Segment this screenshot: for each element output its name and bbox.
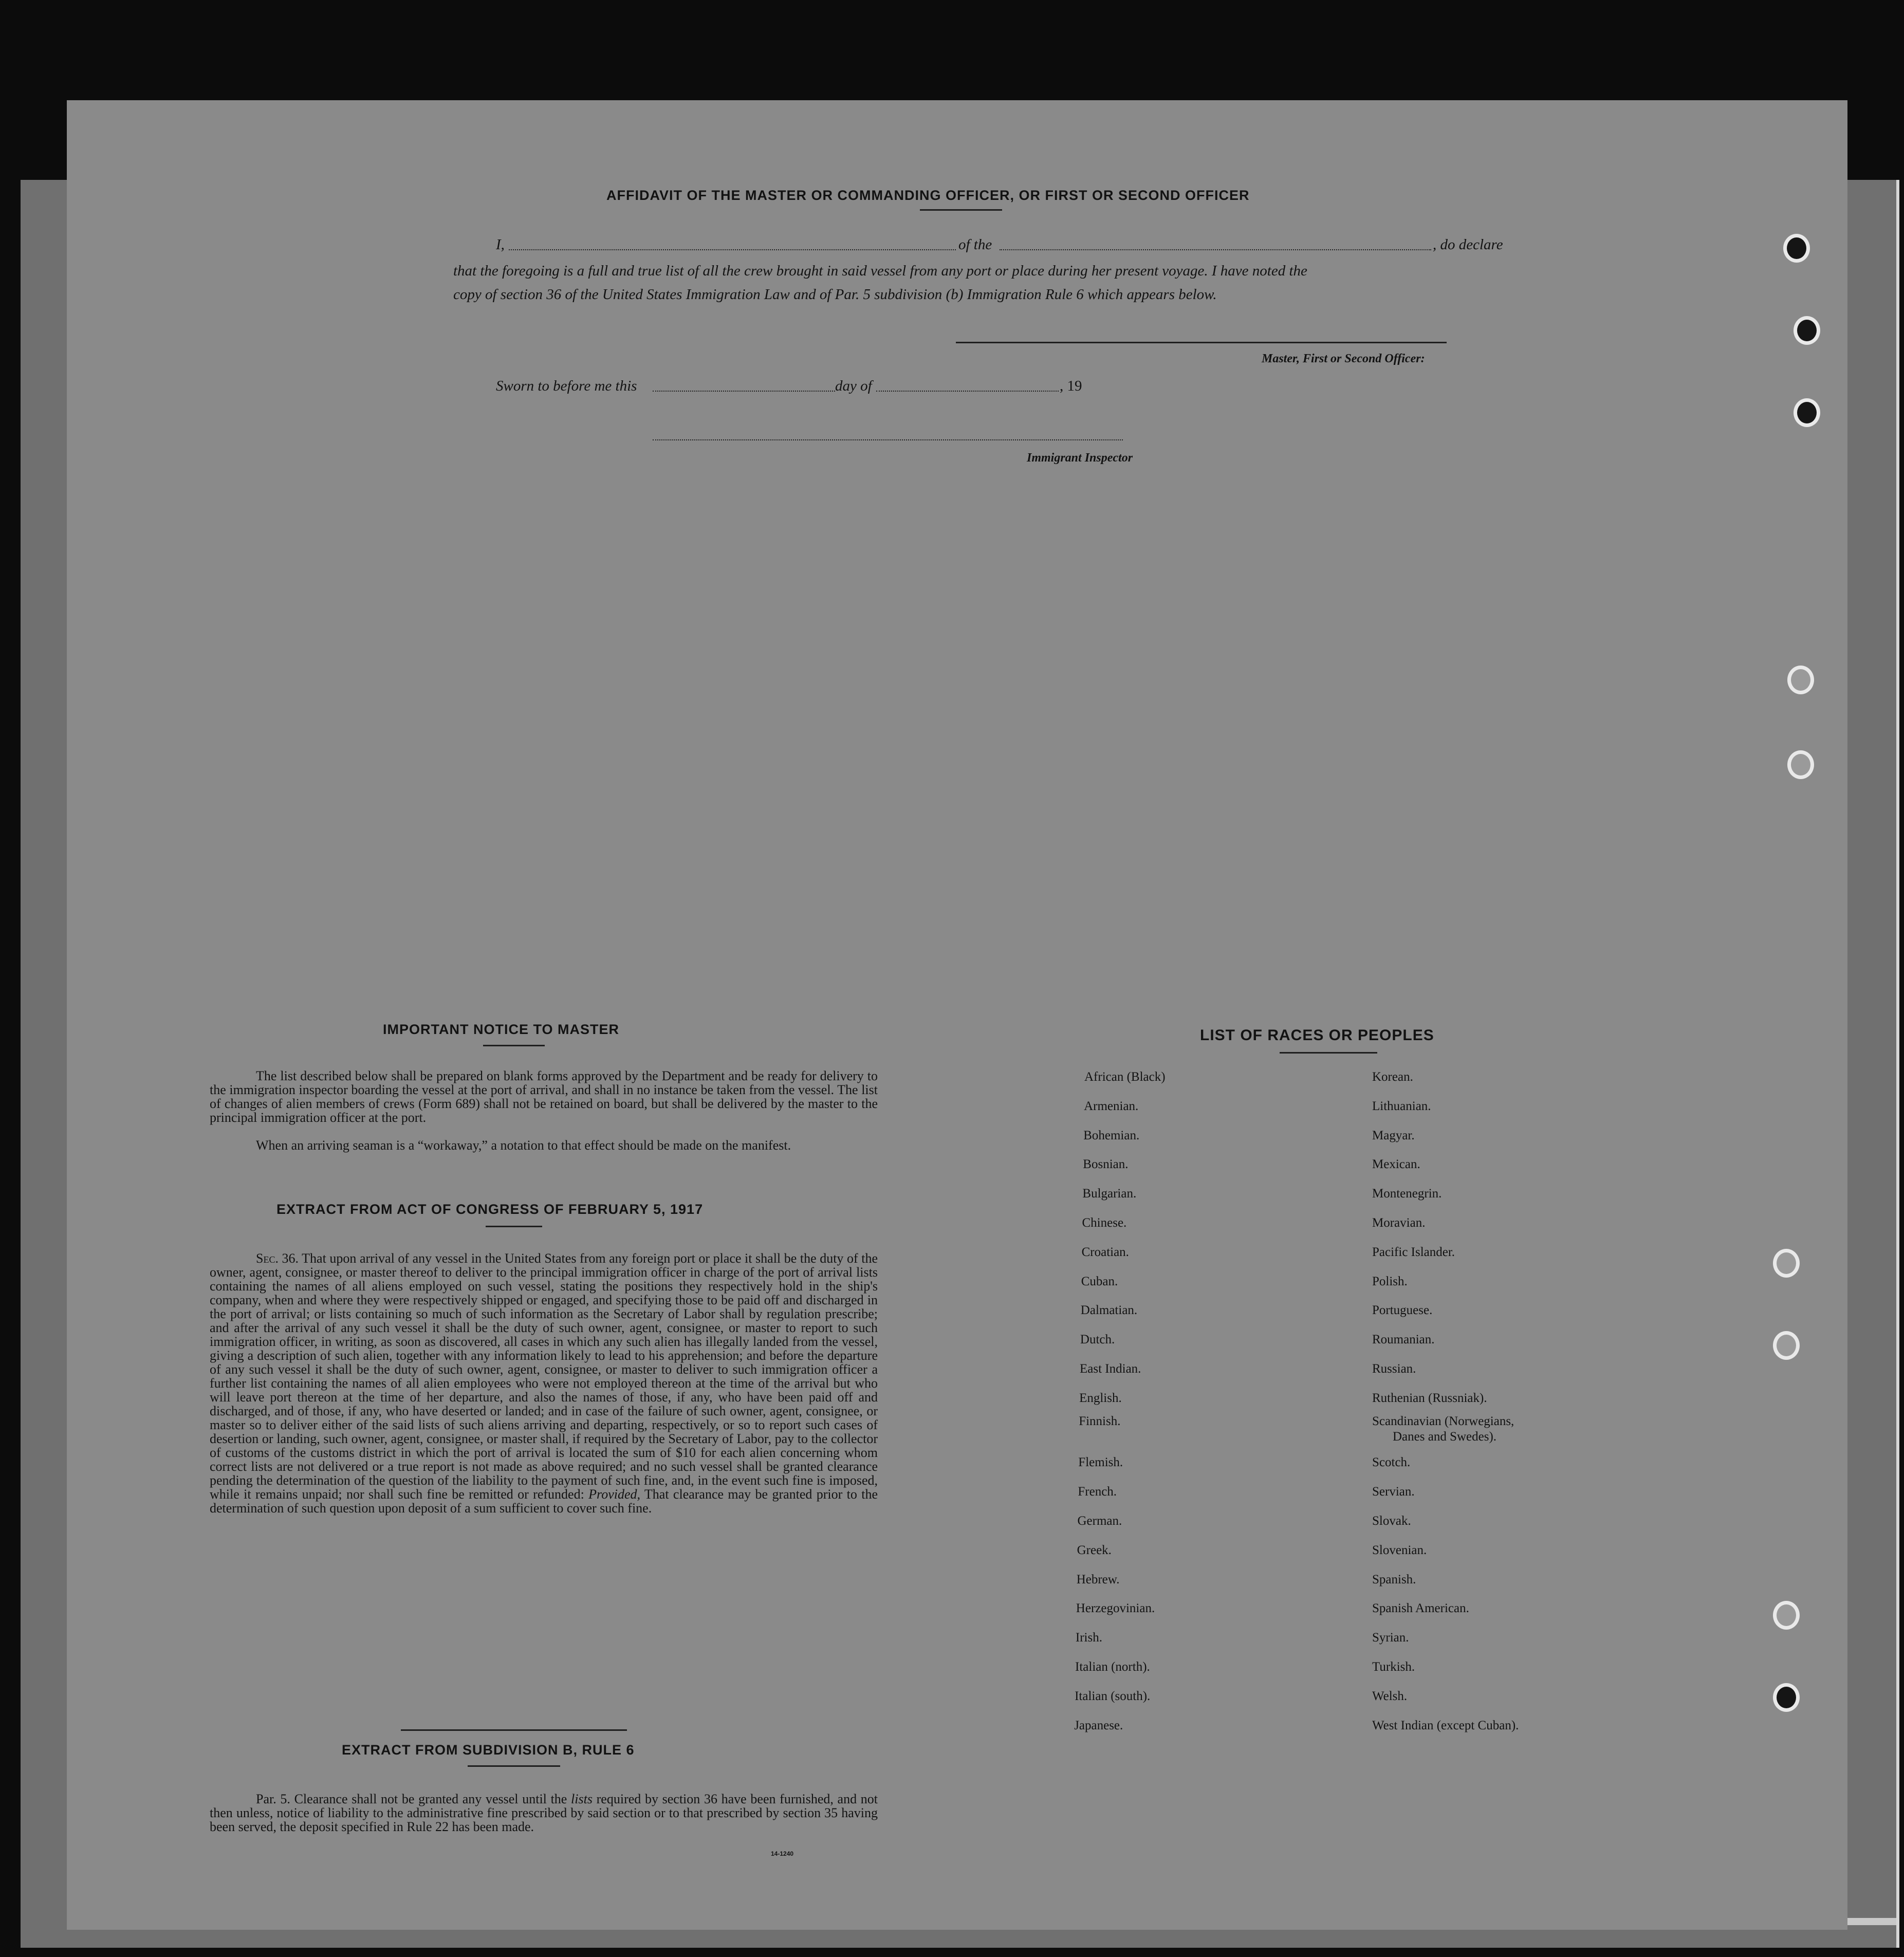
- race-item: Slovenian.: [1372, 1543, 1427, 1557]
- affidavit-body-line2: copy of section 36 of the United States Immigration Law and of Par. 5 subdivision (b) Immigration Rule 6 which appears below.: [453, 286, 1217, 303]
- inspector-caption: Immigrant Inspector: [1027, 451, 1133, 465]
- vessel-field[interactable]: [1000, 249, 1431, 250]
- race-item: Russian.: [1372, 1362, 1416, 1376]
- race-item: Bosnian.: [1083, 1157, 1129, 1172]
- rule-text-a: Par. 5. Clearance shall not be granted any vessel until the: [256, 1792, 567, 1806]
- race-item: Cuban.: [1081, 1274, 1118, 1288]
- punch-hole: [1787, 666, 1814, 694]
- divider: [1280, 1052, 1377, 1054]
- race-item: Croatian.: [1081, 1245, 1129, 1259]
- punch-hole: [1783, 234, 1810, 263]
- section-label: Sec. 36.: [256, 1251, 299, 1266]
- race-item: Dalmatian.: [1080, 1303, 1138, 1318]
- divider: [468, 1765, 560, 1767]
- race-item: Pacific Islander.: [1372, 1245, 1455, 1259]
- race-item: Moravian.: [1372, 1216, 1426, 1230]
- race-item: Slovak.: [1372, 1514, 1411, 1528]
- race-item: East Indian.: [1080, 1362, 1141, 1376]
- race-item: Chinese.: [1082, 1216, 1127, 1230]
- race-item: Turkish.: [1372, 1660, 1415, 1674]
- race-item: Hebrew.: [1076, 1572, 1120, 1586]
- officer-caption: Master, First or Second Officer:: [1262, 352, 1425, 365]
- divider: [920, 209, 1002, 211]
- race-item: Korean.: [1372, 1070, 1413, 1084]
- race-item: Japanese.: [1074, 1718, 1123, 1732]
- act-body-text: That upon arrival of any vessel in the United States from any foreign port or place it shall be the duty of the owner, agent, consignee, or master thereof to deliver to the principal immigration officer in charge of the port of arrival lists containing the names of all aliens employed on such vessel, stating the positions they respectively hold in the ship's company, when and where they were respectively shipped or engaged, and specifying those to be paid off and discharged in the port of arrival; or lists containing so much of such information as the Secretary of Labor shall by regulation prescribe; and after the arrival of any such vessel it shall be the duty of such owner, agent, consignee, or master to report to such immigration officer, in writing, as soon as discovered, all cases in which any such alien has illegally landed from the vessel, giving a description of such alien, together with any information likely to lead to his apprehension; and before the departure of any such vessel it shall be the duty of such owner, agent, consignee, or master to deliver to such immigration officer a further list containing the names of all alien employees who were not employed thereon at the time of the arrival but who will leave port thereon at the time of her departure, and also the names of those, if any, who have been paid off and discharged, and of those, if any, who have deserted or landed; and in case of the failure of such owner, agent, consignee, or master so to deliver either of the said lists of such aliens arriving and departing, respectively, or so to report such cases of desertion or landing, such owner, agent, consignee, or master shall, if required by the Secretary of Labor, pay to the collector of customs of the customs district in which the port of arrival is located the sum of $10 for each alien concerning whom correct lists are not delivered or a true report is not made as above required; and no such vessel shall be granted clearance pending the determination of the question of the liability to the payment of such fine, and, in the event such fine is imposed, while it remains unpaid; nor shall such fine be remitted or refunded:: [210, 1251, 878, 1502]
- name-field[interactable]: [509, 249, 956, 250]
- race-item: Italian (north).: [1075, 1660, 1150, 1674]
- act-body-end: That clearance may be granted prior to the determination of such question upon deposit of a sum sufficient to cover such fine.: [210, 1487, 878, 1516]
- race-item: English.: [1079, 1391, 1122, 1405]
- sworn-label: Sworn to before me this: [496, 378, 637, 394]
- race-item: Polish.: [1372, 1274, 1408, 1288]
- rule-extract-title: EXTRACT FROM SUBDIVISION B, RULE 6: [342, 1742, 635, 1758]
- rule-extract-body: [210, 1792, 878, 1834]
- punch-hole: [1794, 398, 1820, 427]
- of-the-label: of the: [958, 236, 992, 253]
- notice-paragraph-1: The list described below shall be prepared on blank forms approved by the Department and be ready for delivery to the immigration inspector boarding the vessel at the port of arrival, and shall in no instance be taken from the vessel. The list of changes of alien members of crews (Form 689) shall not be retained on board, but shall be delivered by the master to the principal immigration officer at the port.: [210, 1068, 878, 1125]
- affidavit-title: AFFIDAVIT OF THE MASTER OR COMMANDING OFFICER, OR FIRST OR SECOND OFFICER: [606, 188, 1250, 203]
- provided-word: Provided,: [588, 1487, 641, 1502]
- punch-hole: [1773, 1601, 1800, 1630]
- race-item: Montenegrin.: [1372, 1187, 1442, 1201]
- race-item: African (Black): [1084, 1070, 1166, 1084]
- punch-hole: [1773, 1331, 1800, 1360]
- punch-hole: [1773, 1683, 1800, 1712]
- race-item: Herzegovinian.: [1076, 1601, 1155, 1616]
- act-extract-body: [210, 1251, 878, 1515]
- race-item: Dutch.: [1080, 1333, 1115, 1347]
- year-suffix: , 19: [1060, 378, 1082, 394]
- race-item: Spanish.: [1372, 1572, 1416, 1586]
- race-item: Mexican.: [1372, 1157, 1420, 1172]
- day-of-label: day of: [835, 378, 872, 394]
- race-item: Irish.: [1075, 1631, 1102, 1645]
- race-item: Bulgarian.: [1082, 1187, 1137, 1201]
- race-item: German.: [1077, 1514, 1122, 1528]
- race-item: West Indian (except Cuban).: [1372, 1718, 1519, 1732]
- race-item: Welsh.: [1372, 1689, 1408, 1703]
- race-item: Servian.: [1372, 1485, 1415, 1499]
- divider: [401, 1729, 627, 1731]
- race-item: Armenian.: [1084, 1099, 1139, 1113]
- inspector-signature-line[interactable]: [653, 439, 1123, 440]
- act-extract-title: EXTRACT FROM ACT OF CONGRESS OF FEBRUARY 5, 1917: [276, 1202, 704, 1217]
- race-item: Flemish.: [1078, 1455, 1123, 1470]
- race-item: Lithuanian.: [1372, 1099, 1431, 1113]
- races-title: LIST OF RACES OR PEOPLES: [1200, 1027, 1434, 1044]
- race-item: Greek.: [1077, 1543, 1112, 1557]
- divider: [483, 1045, 545, 1046]
- race-item: Scotch.: [1372, 1455, 1411, 1470]
- race-item: Syrian.: [1372, 1631, 1409, 1645]
- lists-word: lists: [571, 1792, 593, 1806]
- do-declare-label: , do declare: [1433, 236, 1503, 253]
- affidavit-body-line1: that the foregoing is a full and true list of all the crew brought in said vessel from any port or place during her present voyage. I have noted the: [453, 263, 1307, 279]
- month-field[interactable]: [876, 391, 1059, 392]
- race-item: Bohemian.: [1083, 1128, 1140, 1142]
- officer-signature-line[interactable]: [956, 342, 1447, 343]
- race-item: Magyar.: [1372, 1128, 1415, 1142]
- race-item: Portuguese.: [1372, 1303, 1433, 1318]
- punch-hole: [1773, 1249, 1800, 1278]
- race-item: Ruthenian (Russniak).: [1372, 1391, 1487, 1405]
- punch-hole: [1794, 316, 1820, 345]
- rule-text-b: required by section 36 have been furnished, and not then unless, notice of liability to the administrative fine prescribed by said section or to that prescribed by section 35 having been served, the deposit specified in Rule 22 has been made.: [210, 1792, 878, 1834]
- divider: [486, 1226, 542, 1227]
- race-item: French.: [1078, 1485, 1117, 1499]
- form-number: 14-1240: [771, 1850, 794, 1857]
- form-page: [67, 100, 1847, 1930]
- race-item: Italian (south).: [1075, 1689, 1151, 1703]
- race-item: Finnish.: [1079, 1414, 1121, 1428]
- race-item: Scandinavian (Norwegians,: [1372, 1414, 1514, 1428]
- notice-title: IMPORTANT NOTICE TO MASTER: [383, 1022, 619, 1037]
- day-field[interactable]: [653, 391, 835, 392]
- punch-hole: [1787, 750, 1814, 779]
- race-item: Spanish American.: [1372, 1601, 1469, 1616]
- race-item-continuation: Danes and Swedes).: [1393, 1429, 1497, 1444]
- notice-paragraph-2: When an arriving seaman is a “workaway,” a notation to that effect should be made on the manifest.: [256, 1138, 791, 1153]
- race-item: Roumanian.: [1372, 1333, 1435, 1347]
- affidavit-i-label: I,: [496, 236, 505, 253]
